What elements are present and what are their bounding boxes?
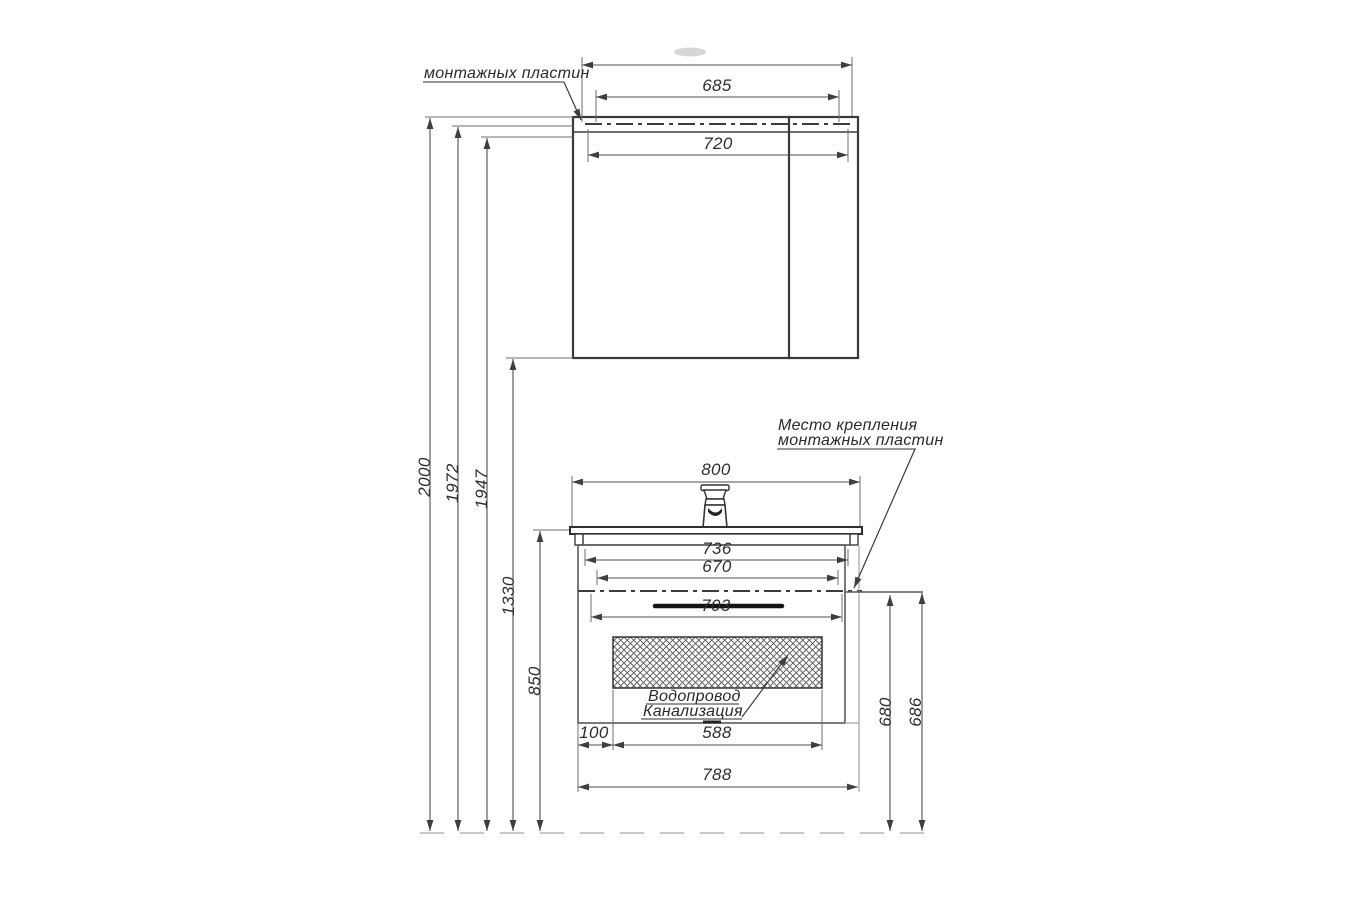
dim-total-height: 2000 <box>414 457 434 497</box>
dim-plate-height-inner: 680 <box>875 697 895 727</box>
dim-sink-top-height: 850 <box>524 666 544 696</box>
cropped-dimension-value <box>674 48 706 57</box>
dim-vanity-top-span: 736 <box>702 539 732 558</box>
top-dimensions <box>582 48 852 163</box>
label-mounting-plates-top: монтажных пластин <box>424 65 590 82</box>
dim-mirror-rail-span: 720 <box>703 134 733 153</box>
dim-plate-height-outer: 686 <box>905 697 925 727</box>
right-height-dimensions <box>845 546 925 831</box>
leader-mounting-plates-top <box>564 82 581 120</box>
dim-rail-bottom-height: 1947 <box>471 469 491 509</box>
leader-mounting-place <box>854 449 915 588</box>
dim-rail-top-height: 1972 <box>442 463 462 503</box>
label-water-supply: Водопровод <box>648 688 741 705</box>
dim-vanity-rail-span: 670 <box>702 557 732 576</box>
dim-vanity-width: 788 <box>702 765 732 784</box>
pipes-zone-hatch <box>613 637 822 688</box>
dim-sink-width: 800 <box>701 460 731 479</box>
label-mounting-place-line1: Место крепления <box>778 417 918 434</box>
label-mounting-place-line2: монтажных пластин <box>778 432 944 449</box>
dim-pipe-zone-width: 588 <box>702 723 732 742</box>
dim-pipe-zone-offset: 100 <box>579 723 609 742</box>
dim-mirror-bottom-height: 1330 <box>498 576 518 616</box>
dim-vanity-plates-span: 703 <box>701 596 731 615</box>
annotations <box>423 65 944 720</box>
dim-mirror-plates-span: 685 <box>702 76 732 95</box>
washbasin <box>570 460 862 545</box>
faucet-icon <box>701 485 729 528</box>
mirror-cabinet <box>573 117 858 358</box>
label-sewerage: Канализация <box>643 703 743 720</box>
